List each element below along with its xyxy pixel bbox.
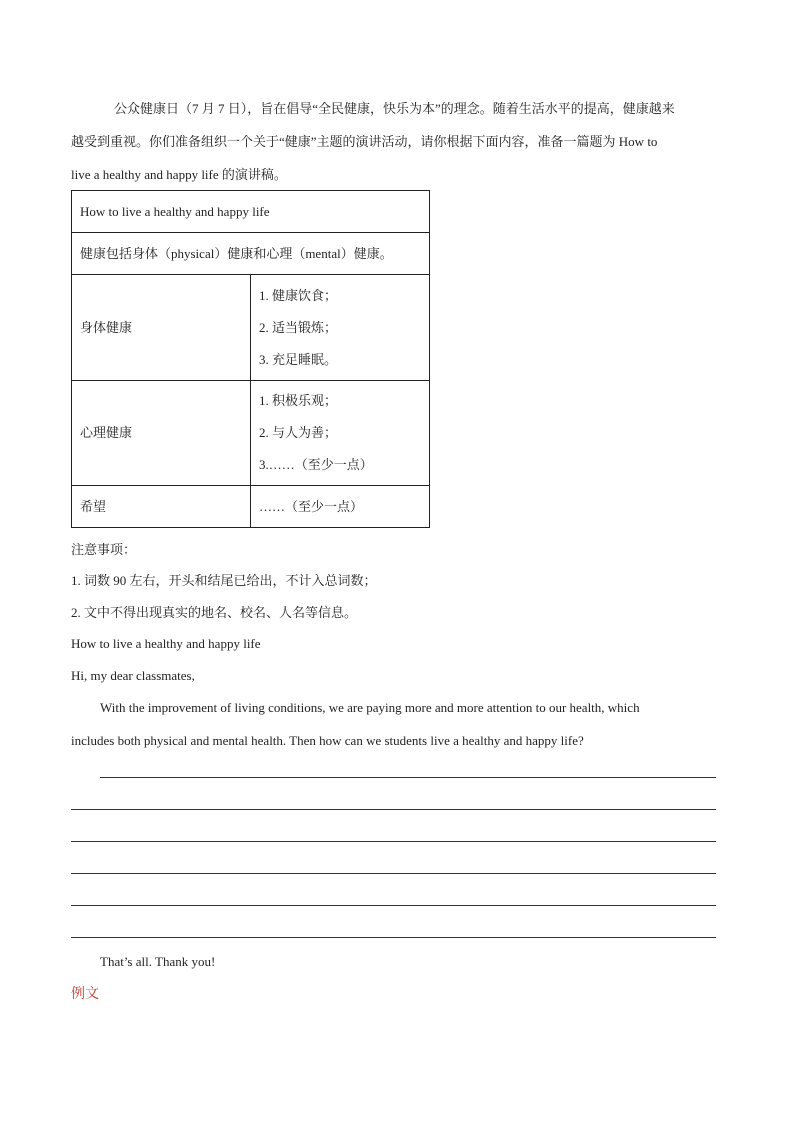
essay-body-line-1: With the improvement of living conditions, we are paying more and more attention to our health, which [100,700,640,715]
writing-line[interactable] [71,937,716,938]
writing-line[interactable] [71,809,716,810]
mental-items-cell [251,381,430,486]
mental-item: 3.……（至少一点） [259,457,373,472]
physical-item: 1. 健康饮食； [259,287,338,303]
mental-label-cell [72,381,251,486]
outline-title-cell [72,191,430,233]
physical-label-cell [72,275,251,381]
physical-item: 3. 充足睡眠。 [259,351,338,367]
mental-item: 2. 与人为善； [259,425,338,440]
writing-line[interactable] [71,873,716,874]
note-item-2: 2. 文中不得出现真实的地名、校名、人名等信息。 [71,605,358,620]
hope-label: 希望 [80,498,107,514]
essay-body-line-2: includes both physical and mental health. Then how can we students live a healthy and happy life? [71,733,584,748]
physical-label: 身体健康 [80,319,133,335]
writing-line[interactable] [100,777,716,778]
physical-item: 2. 适当锻炼； [259,319,338,335]
essay-title: How to live a healthy and happy life [71,636,261,651]
writing-line[interactable] [71,905,716,906]
hope-content-cell [251,486,430,528]
outline-intro: 健康包括身体（physical）健康和心理（mental）健康。 [80,245,393,261]
notes-heading: 注意事项： [71,542,137,557]
mental-label: 心理健康 [80,425,133,440]
outline-intro-cell [72,233,430,275]
mental-item: 1. 积极乐观； [259,393,338,408]
writing-line[interactable] [71,841,716,842]
hope-content: ……（至少一点） [259,498,364,514]
prompt-line-1: 公众健康日（7 月 7 日），旨在倡导“全民健康，快乐为本”的理念。随着生活水平的提高，健康越来 [114,101,675,116]
outline-title: How to live a healthy and happy life [80,203,270,219]
hope-label-cell [72,486,251,528]
prompt-line-3: live a healthy and happy life 的演讲稿。 [71,167,287,182]
essay-greeting: Hi, my dear classmates, [71,668,195,683]
outline-table [71,190,430,528]
note-item-1: 1. 词数 90 左右，开头和结尾已给出，不计入总词数； [71,573,377,588]
sample-essay-label: 例文 [71,987,99,1002]
physical-items-cell [251,275,430,381]
prompt-line-2: 越受到重视。你们准备组织一个关于“健康”主题的演讲活动，请你根据下面内容，准备一篇题为 How to [71,134,658,149]
essay-closing: That’s all. Thank you! [100,954,216,969]
